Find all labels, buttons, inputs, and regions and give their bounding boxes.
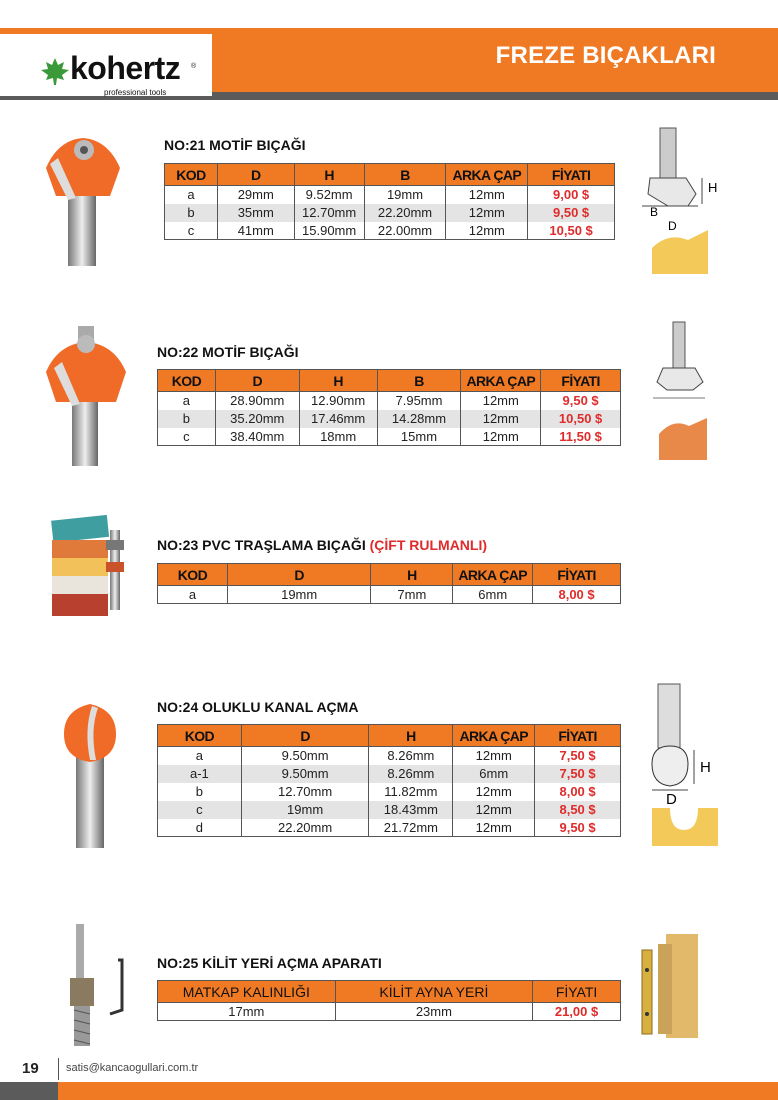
price-cell: 11,50 $ <box>541 428 621 446</box>
cell: a <box>158 747 242 765</box>
cell: 8.26mm <box>369 765 453 783</box>
cell: 18.43mm <box>369 801 453 819</box>
cell: 12.90mm <box>299 392 377 410</box>
table-row <box>158 586 621 604</box>
cell: c <box>158 801 242 819</box>
section-title-21: NO:21 MOTİF BIÇAĞI <box>164 137 306 153</box>
col-d: D <box>217 164 294 186</box>
table-row <box>158 1003 621 1021</box>
spec-table-25 <box>157 980 621 1021</box>
cell: b <box>165 204 218 222</box>
cell: 28.90mm <box>215 392 299 410</box>
col-kod: KOD <box>158 725 242 747</box>
cell: 23mm <box>335 1003 532 1021</box>
table-row <box>165 222 615 240</box>
router-bit-21-image <box>38 128 128 268</box>
cell: 9.52mm <box>294 186 364 204</box>
cell: 12mm <box>446 222 528 240</box>
cell: 12.70mm <box>294 204 364 222</box>
table-row <box>158 392 621 410</box>
router-bit-22-diagram <box>645 318 723 468</box>
cell: 6mm <box>453 765 535 783</box>
cell: 15mm <box>377 428 461 446</box>
price-cell: 9,50 $ <box>528 204 615 222</box>
cell: b <box>158 783 242 801</box>
diagram-label-d: D <box>668 219 677 233</box>
col-fiyati: FİYATI <box>528 164 615 186</box>
col-d: D <box>227 564 371 586</box>
col-d: D <box>215 370 299 392</box>
cell: 38.40mm <box>215 428 299 446</box>
col-fiyati: FİYATI <box>535 725 621 747</box>
cell: 19mm <box>364 186 446 204</box>
col-arka-cap: ARKA ÇAP <box>453 725 535 747</box>
col-kod: KOD <box>165 164 218 186</box>
table-row <box>158 410 621 428</box>
col-fiyati: FİYATI <box>541 370 621 392</box>
pvc-trimming-bit-image <box>48 510 132 622</box>
cell: 7.95mm <box>377 392 461 410</box>
cell: 35.20mm <box>215 410 299 428</box>
cell: 9.50mm <box>241 765 369 783</box>
cell: 41mm <box>217 222 294 240</box>
cell: a <box>158 586 228 604</box>
price-cell: 8,50 $ <box>535 801 621 819</box>
cell: 12mm <box>453 801 535 819</box>
col-fiyati: FİYATI <box>533 564 621 586</box>
table-row <box>158 819 621 837</box>
cell: 35mm <box>217 204 294 222</box>
footer-email[interactable]: satis@kancaogullari.com.tr <box>66 1062 199 1074</box>
price-cell: 7,50 $ <box>535 747 621 765</box>
header-underline <box>212 92 778 100</box>
cell: 9.50mm <box>241 747 369 765</box>
spec-table-23 <box>157 563 621 604</box>
cell: 12mm <box>461 410 541 428</box>
cell: a-1 <box>158 765 242 783</box>
router-bit-21-diagram <box>638 124 730 282</box>
cell: 6mm <box>453 586 533 604</box>
price-cell: 10,50 $ <box>528 222 615 240</box>
price-cell: 8,00 $ <box>533 586 621 604</box>
footer-orange-strip <box>58 1082 778 1100</box>
section-title-23-main: NO:23 PVC TRAŞLAMA BIÇAĞI <box>157 537 366 553</box>
cell: 19mm <box>241 801 369 819</box>
cell: 29mm <box>217 186 294 204</box>
table-row <box>158 801 621 819</box>
cell: 12mm <box>446 186 528 204</box>
price-cell: 9,50 $ <box>535 819 621 837</box>
page-title: FREZE BIÇAKLARI <box>495 42 716 69</box>
col-h: H <box>369 725 453 747</box>
footer-dark-strip <box>0 1082 58 1100</box>
cell: 17mm <box>158 1003 336 1021</box>
spec-table-22 <box>157 369 621 446</box>
cell: 14.28mm <box>377 410 461 428</box>
cell: 22.00mm <box>364 222 446 240</box>
brand-name: kohertz <box>70 50 181 86</box>
maple-leaf-icon <box>40 56 70 86</box>
cell: c <box>158 428 216 446</box>
table-row <box>158 428 621 446</box>
diagram-label-h: H <box>700 759 711 776</box>
cell: 15.90mm <box>294 222 364 240</box>
diagram-label-b: B <box>650 205 659 219</box>
cell: 18mm <box>299 428 377 446</box>
price-cell: 21,00 $ <box>533 1003 621 1021</box>
section-title-24: NO:24 OLUKLU KANAL AÇMA <box>157 699 359 715</box>
price-cell: 9,00 $ <box>528 186 615 204</box>
cell: 12mm <box>453 819 535 837</box>
cell: d <box>158 819 242 837</box>
col-arka-cap: ARKA ÇAP <box>446 164 528 186</box>
cell: 22.20mm <box>364 204 446 222</box>
section-title-23 <box>157 537 487 553</box>
col-kod: KOD <box>158 564 228 586</box>
cell: c <box>165 222 218 240</box>
cell: 12mm <box>453 747 535 765</box>
cell: 12mm <box>461 392 541 410</box>
col-kod: KOD <box>158 370 216 392</box>
table-row <box>158 765 621 783</box>
col-matkap-kalinligi: MATKAP KALINLIĞI <box>158 981 336 1003</box>
price-cell: 9,50 $ <box>541 392 621 410</box>
table-row <box>165 204 615 222</box>
lock-mortise-jig-image <box>48 920 136 1050</box>
cell: 19mm <box>227 586 371 604</box>
cell: a <box>165 186 218 204</box>
col-b: B <box>377 370 461 392</box>
section-title-22: NO:22 MOTİF BIÇAĞI <box>157 344 299 360</box>
col-fiyati: FİYATI <box>533 981 621 1003</box>
section-title-23-highlight: (ÇİFT RULMANLI) <box>369 537 488 553</box>
table-row <box>165 186 615 204</box>
cell: 11.82mm <box>369 783 453 801</box>
table-row <box>158 783 621 801</box>
col-h: H <box>294 164 364 186</box>
cell: 12mm <box>461 428 541 446</box>
price-cell: 10,50 $ <box>541 410 621 428</box>
section-title-25: NO:25 KİLİT YERİ AÇMA APARATI <box>157 955 382 971</box>
footer-divider <box>58 1058 59 1080</box>
cell: 17.46mm <box>299 410 377 428</box>
brand-registered: ® <box>191 63 197 70</box>
brand-tagline: professional tools <box>104 88 167 97</box>
col-arka-cap: ARKA ÇAP <box>453 564 533 586</box>
mortise-lock-image <box>636 930 702 1040</box>
col-h: H <box>299 370 377 392</box>
cell: 8.26mm <box>369 747 453 765</box>
router-bit-22-image <box>40 322 132 467</box>
col-arka-cap: ARKA ÇAP <box>461 370 541 392</box>
diagram-label-h: H <box>708 180 718 195</box>
cell: b <box>158 410 216 428</box>
diagram-label-d: D <box>666 791 677 808</box>
core-box-bit-image <box>58 700 122 850</box>
cell: 12mm <box>446 204 528 222</box>
cell: 21.72mm <box>369 819 453 837</box>
price-cell: 7,50 $ <box>535 765 621 783</box>
cell: a <box>158 392 216 410</box>
col-kilit-ayna-yeri: KİLİT AYNA YERİ <box>335 981 532 1003</box>
cell: 12.70mm <box>241 783 369 801</box>
cell: 12mm <box>453 783 535 801</box>
table-row <box>158 747 621 765</box>
cell: 7mm <box>371 586 453 604</box>
col-b: B <box>364 164 446 186</box>
price-cell: 8,00 $ <box>535 783 621 801</box>
cell: 22.20mm <box>241 819 369 837</box>
spec-table-21 <box>164 163 615 240</box>
col-d: D <box>241 725 369 747</box>
page-number: 19 <box>22 1060 39 1077</box>
core-box-bit-diagram <box>648 680 726 850</box>
col-h: H <box>371 564 453 586</box>
spec-table-24 <box>157 724 621 837</box>
